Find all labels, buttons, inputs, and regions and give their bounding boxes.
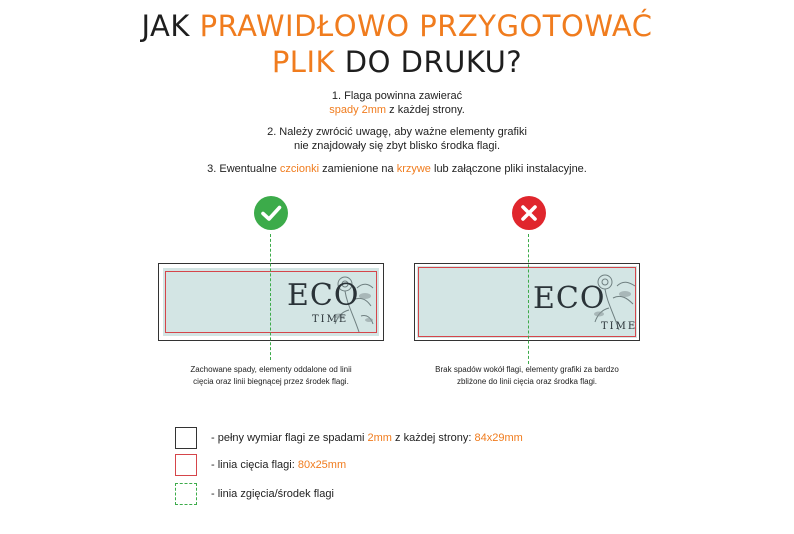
eco-logo-subtitle: TIME — [312, 314, 349, 325]
title-dark-part: DO DRUKU? — [335, 45, 523, 79]
incorrect-caption — [410, 364, 644, 387]
caption-line: cięcia oraz linii biegnącej przez środek flagi. — [193, 376, 349, 386]
eco-logo-subtitle: TIME — [601, 321, 638, 332]
fold-line-swatch — [175, 483, 197, 505]
full-size-swatch — [175, 427, 197, 449]
check-icon — [254, 196, 288, 230]
instruction-2-line-1: 2. Należy zwrócić uwagę, aby ważne elementy grafiki — [267, 126, 527, 138]
page-title-line-1 — [0, 8, 794, 44]
cut-line-swatch — [175, 454, 197, 476]
fold-line-incorrect — [528, 234, 529, 364]
caption-line: zbliżone do linii cięcia oraz środka flagi. — [456, 376, 598, 386]
title-accent-part: PLIK — [271, 45, 336, 79]
instruction-1-line-2 — [0, 103, 794, 117]
instruction-highlight: czcionki — [279, 163, 320, 175]
instruction-text: lub załączone pliki instalacyjne. — [430, 163, 587, 175]
instruction-2-line-2: nie znajdowały się zbyt blisko środka flagi. — [293, 140, 501, 152]
title-accent-part: PRAWIDŁOWO PRZYGOTOWAĆ — [199, 9, 653, 43]
legend-text: z każdej strony: — [391, 432, 475, 444]
instruction-text: z każdej strony. — [386, 104, 465, 116]
incorrect-flag-example — [414, 263, 640, 341]
legend-highlight: 80x25mm — [297, 459, 347, 471]
fold-line-correct — [270, 234, 271, 360]
instruction-1-line-1: 1. Flaga powinna zawierać — [331, 90, 463, 102]
legend-label — [211, 459, 346, 471]
caption-line: Brak spadów wokół flagi, elementy grafiki za bardzo — [435, 365, 619, 374]
legend-text: - linia cięcia flagi: — [211, 459, 298, 471]
instruction-text: 3. Ewentualne — [207, 163, 280, 175]
legend-label: - linia zgięcia/środek flagi — [211, 488, 334, 500]
instruction-highlight: spady 2mm — [329, 104, 387, 116]
legend-label — [211, 432, 523, 444]
page-title-line-2 — [0, 44, 794, 80]
instruction-3 — [0, 162, 794, 176]
caption-line: Zachowane spady, elementy oddalone od linii — [190, 365, 352, 374]
correct-flag-example — [158, 263, 384, 341]
eco-logo: ECO — [287, 278, 360, 313]
instruction-text: zamienione na — [319, 163, 397, 175]
legend-text: - pełny wymiar flagi ze spadami — [211, 432, 368, 444]
legend-highlight: 84x29mm — [474, 432, 523, 444]
title-dark-part: JAK — [141, 9, 200, 43]
cross-icon — [512, 196, 546, 230]
correct-caption — [158, 364, 384, 387]
legend-highlight: 2mm — [367, 432, 392, 444]
instruction-highlight: krzywe — [396, 163, 431, 175]
eco-logo: ECO — [533, 281, 606, 316]
